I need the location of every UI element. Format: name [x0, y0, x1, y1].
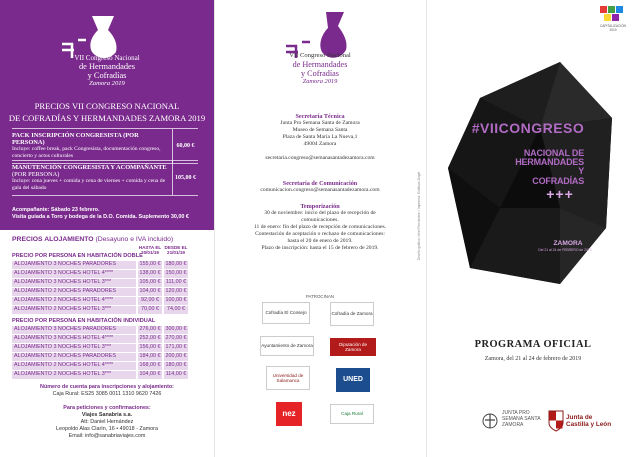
sponsor-logo-cofradia: Cofradía de Zamora	[330, 302, 374, 326]
cover-title	[514, 149, 584, 186]
secretaria-comunicacion-title: Secretaría de Comunicación	[282, 180, 358, 187]
row-name: ALOJAMIENTO 3 NOCHES HOTEL 4****	[12, 335, 136, 343]
table-row	[12, 362, 192, 370]
row-price-until: 155,00 €	[139, 261, 161, 267]
table-row	[12, 261, 192, 269]
row-price-from: 200,00 €	[165, 353, 187, 359]
agency-contact: Att: Daniel Hernández	[80, 419, 134, 425]
cover-hashtag: #VIICONGRESO	[471, 120, 585, 136]
prices-title	[6, 100, 208, 124]
row-name: ALOJAMIENTO 2 NOCHES HOTEL 4****	[12, 362, 136, 370]
temporizacion-line: hasta el 20 de enero de 2019.	[287, 238, 353, 244]
col-header-from-l2: 21/01/19	[167, 250, 185, 256]
row-price-from: 100,00 €	[165, 297, 187, 303]
temporizacion-line: Plazo de inscripción: hasta el 15 de febrero de 2019.	[261, 245, 379, 251]
sponsor-logo-uned: UNED	[336, 368, 370, 392]
pack-inscripcion	[12, 128, 198, 164]
col-header-from-l1: DESDE EL	[164, 245, 188, 250]
pack-manutencion-title: MANUTENCIÓN CONGRESISTA Y ACOMPAÑANTE	[12, 164, 167, 171]
row-name: ALOJAMIENTO 3 NOCHES PARADORES	[12, 326, 136, 334]
row-price-from: 180,00 €	[165, 362, 187, 368]
row-name: ALOJAMIENTO 2 NOCHES HOTEL 3***	[12, 306, 136, 314]
sponsor-logo-usal: Universidad de Salamanca	[266, 366, 310, 390]
row-price-until: 138,00 €	[139, 270, 161, 276]
sponsor-logo-consejo: Cofradía El Consejo	[262, 302, 310, 324]
cover-title-line2: HERMANDADES Y	[515, 157, 584, 177]
program-date: Zamora, del 21 al 24 de febrero de 2019	[484, 356, 582, 362]
col-header-from	[164, 245, 188, 256]
orders-title: Para peticiones y confirmaciones:	[63, 405, 151, 411]
capitalidad-text	[596, 24, 630, 32]
agency-name: Viajes Sanabria s.a.	[81, 412, 133, 418]
table-row	[12, 335, 192, 343]
logo-hermandades-line: de Hermandades	[78, 62, 136, 71]
col-header-until-l2: 20/01/19	[141, 250, 159, 256]
table-row	[12, 326, 192, 334]
panel-prices	[0, 0, 214, 457]
account-title: Número de cuenta para inscripciones y alojamiento:	[40, 384, 174, 390]
table-row	[12, 297, 192, 305]
temporizacion-line: comunicaciones.	[301, 217, 339, 223]
sponsor-logo-ayuntamiento: Ayuntamiento de Zamora	[260, 336, 314, 356]
lodging-title-sub: (Desayuno e IVA incluido)	[93, 236, 174, 243]
secretaria-tecnica-email[interactable]: secretaria.congreso@semanasantadezamora.com	[265, 155, 375, 161]
temporizacion-title: Temporización	[300, 203, 340, 210]
junta-semana-santa-emblem	[482, 410, 498, 432]
logo2-congreso-line: VII Congreso Nacional	[289, 52, 351, 59]
pack-manutencion-price: 105,00 €	[172, 161, 198, 195]
row-price-from: 150,00 €	[165, 270, 187, 276]
logo-zamora-line: Zamora 2019	[89, 80, 125, 87]
temporizacion	[214, 203, 426, 252]
pack-inscripcion-price: 60,00 €	[172, 129, 198, 163]
secretaria-tecnica-title: Secretaría Técnica	[295, 113, 345, 120]
row-name: ALOJAMIENTO 3 NOCHES HOTEL 3***	[12, 279, 136, 287]
logo2-hermandades-line: de Hermandades	[292, 60, 348, 69]
account-number: Caja Rural: ES25 3085 0011 1310 9620 7426	[52, 391, 162, 397]
prices-header	[0, 0, 214, 230]
row-price-until: 168,00 €	[139, 362, 161, 368]
row-name: ALOJAMIENTO 3 NOCHES PARADORES	[12, 261, 136, 269]
pack-inscripcion-title: PACK INSCRIPCIÓN CONGRESISTA (POR PERSONA)	[12, 132, 139, 146]
pack-manutencion-desc: Incluye: cena jueves + comida y cena de viernes + comida y cena de gala del sábado	[12, 178, 166, 191]
castilla-leon-shield	[548, 410, 564, 432]
row-price-from: 300,00 €	[165, 326, 187, 332]
temporizacion-line: Contestación de aceptación o rechazo de comunicaciones:	[255, 231, 385, 237]
prices-title-line2: DE COFRADÍAS Y HERMANDADES ZAMORA 2019	[8, 113, 206, 123]
junta-line3: ZAMORA	[502, 421, 524, 428]
sponsor-logo-diputacion: Diputación de Zamora	[330, 338, 376, 356]
sponsor-logo-nez: nez	[276, 402, 302, 426]
secretaria-tecnica-line: Junta Pro Semana Santa de Zamora	[280, 120, 360, 126]
row-name: ALOJAMIENTO 2 NOCHES PARADORES	[12, 288, 136, 296]
row-price-from: 270,00 €	[165, 335, 187, 341]
companion-note-line1: Acompañante: Sábado 23 febrero.	[12, 207, 100, 213]
row-price-until: 70,00 €	[138, 306, 162, 314]
cover-title-line1: NACIONAL DE	[523, 148, 584, 158]
agency-address: Leopoldo Alas Clarín, 16 • 49018 - Zamora	[56, 426, 158, 432]
table-row	[12, 344, 192, 352]
secretaria-tecnica-line: 49004 Zamora	[303, 141, 337, 147]
table-row	[12, 288, 192, 296]
row-price-until: 184,00 €	[139, 353, 161, 359]
row-price-from: 114,00 €	[165, 371, 187, 377]
row-name: ALOJAMIENTO 2 NOCHES HOTEL 3***	[12, 371, 136, 379]
temporizacion-line: 30 de noviembre: inicio del plazo de recepción de	[264, 210, 376, 216]
row-price-until: 156,00 €	[139, 344, 161, 350]
row-price-from: 74,00 €	[164, 306, 188, 314]
capitalidad-line1: CAPITALIZACIÓN	[600, 24, 626, 28]
lodging-title-main: PRECIOS ALOJAMIENTO	[12, 236, 94, 243]
sponsors-label: PATROCINAN	[305, 294, 335, 299]
prices-title-line1: PRECIOS VII CONGRESO NACIONAL	[34, 101, 180, 111]
spacer	[214, 148, 426, 155]
side-credit-text: Diseño gráfico: Uriel Fernández • Imprenta: Gráficas Ángel	[417, 171, 421, 260]
row-price-until: 104,00 €	[139, 288, 161, 294]
companion-note-line2: Visita guiada a Toro y bodega de la D.O. Comida. Suplemento 30,00 €	[12, 214, 189, 220]
capitalidad-logo	[596, 4, 628, 24]
cover-plus-signs: +++	[546, 186, 574, 202]
lodging-title	[12, 236, 173, 243]
secretaria-comunicacion-email[interactable]: comunicacion.congreso@semanasantadezamora.com	[260, 187, 380, 193]
row-price-from: 180,00 €	[165, 261, 187, 267]
temporizacion-line: 11 de enero: fin del plazo de recepción de comunicaciones.	[253, 224, 387, 230]
table-row	[12, 353, 192, 361]
row-name: ALOJAMIENTO 2 NOCHES PARADORES	[12, 353, 136, 361]
double-room-caption: PRECIO POR PERSONA EN HABITACIÓN DOBLE	[12, 253, 143, 259]
col-header-until-l1: HASTA EL	[138, 245, 162, 250]
row-price-until: 105,00 €	[139, 279, 161, 285]
sponsor-logo-caja-rural: Caja Rural	[330, 404, 374, 424]
companion-note	[12, 207, 204, 221]
logo2-zamora-line: Zamora 2019	[302, 78, 338, 85]
table-row	[12, 371, 192, 379]
agency-email[interactable]: Email: info@sanabriaviajes.com	[68, 433, 146, 439]
row-price-until: 92,00 €	[138, 297, 162, 305]
program-title: PROGRAMA OFICIAL	[474, 339, 592, 350]
table-row	[12, 270, 192, 278]
cover-title-line3: COFRADÍAS	[532, 175, 584, 186]
logo2-cofradias-line: y Cofradías	[301, 69, 339, 78]
secretaria-tecnica-line: Plaza de Santa María La Nueva,1	[282, 134, 358, 140]
junta-semana-santa-text	[502, 411, 541, 428]
secretaria-comunicacion	[214, 180, 426, 194]
junta-line2: SEMANA SANTA	[502, 415, 541, 422]
single-room-caption: PRECIO POR PERSONA EN HABITACIÓN INDIVIDUAL	[12, 318, 156, 324]
row-name: ALOJAMIENTO 2 NOCHES HOTEL 4****	[12, 297, 136, 305]
capitalidad-line2: 2019	[609, 28, 617, 32]
logo-congreso-line: VII Congreso Nacional	[74, 54, 140, 62]
row-name: ALOJAMIENTO 3 NOCHES HOTEL 3***	[12, 344, 136, 352]
table-row	[12, 279, 192, 287]
pack-manutencion	[12, 160, 198, 196]
row-price-from: 111,00 €	[165, 279, 187, 285]
table-row	[12, 306, 192, 314]
junta-line1: JUNTA PRO	[502, 410, 530, 416]
jcyl-line1: Junta de	[566, 414, 593, 421]
junta-cyl-text	[566, 414, 611, 429]
row-price-until: 276,00 €	[139, 326, 161, 332]
row-price-from: 120,00 €	[165, 288, 187, 294]
cover-small-dates: Del 21 al 24 de FEBRERO de 2019	[538, 248, 592, 252]
jcyl-line2: Castilla y León	[566, 421, 612, 429]
row-name: ALOJAMIENTO 3 NOCHES HOTEL 4****	[12, 270, 136, 278]
row-price-until: 104,00 €	[139, 371, 161, 377]
row-price-from: 171,00 €	[165, 344, 187, 350]
row-price-until: 252,00 €	[139, 335, 161, 341]
secretaria-tecnica-line: Museo de Semana Santa	[292, 127, 348, 133]
pack-inscripcion-desc: Incluye: coffee break, pack Congresista, documentación congreso, concierto y actos culturales	[12, 146, 161, 159]
secretaria-tecnica	[214, 113, 426, 162]
logo-cofradias-line: y Cofradías	[87, 71, 127, 80]
pack-manutencion-subtitle: (POR PERSONA)	[12, 171, 60, 178]
cover-zamora: ZAMORA	[553, 240, 583, 247]
